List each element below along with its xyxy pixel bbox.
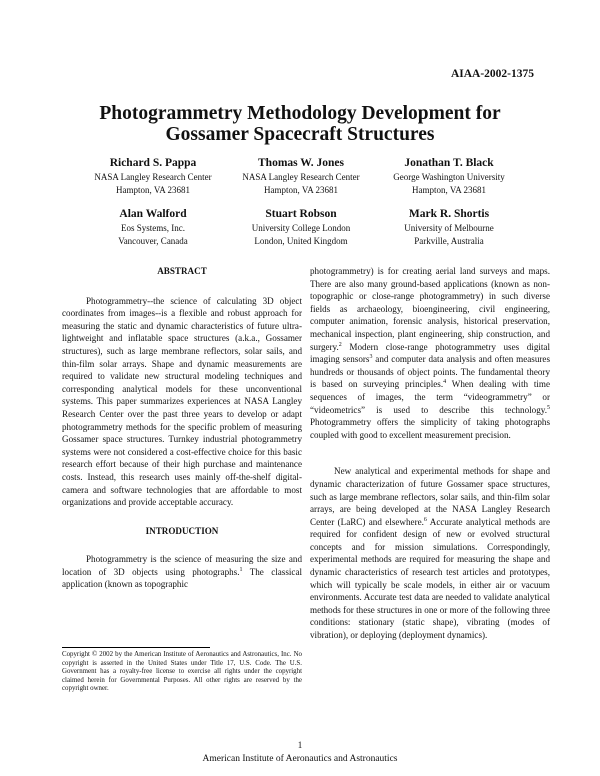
paper-title: [0, 103, 600, 145]
author-name: Alan Walford: [119, 208, 187, 220]
intro-paragraph-1: Photogrammetry is the science of measuring the size and location of 3D objects using photographs.$^1$ The classical application (known as topographic: [62, 554, 303, 590]
reference-marker: 4: [443, 379, 447, 386]
author-location: Hampton, VA 23681: [264, 185, 338, 195]
reference-marker: 6: [423, 516, 427, 523]
abstract-heading: ABSTRACT: [157, 266, 207, 276]
author-name: Jonathan T. Black: [404, 157, 494, 169]
author-affiliation: George Washington University: [393, 172, 505, 182]
author-name: Stuart Robson: [265, 208, 337, 220]
author-name: Richard S. Pappa: [109, 157, 197, 169]
author-location: Parkville, Australia: [414, 236, 484, 246]
reference-marker: 3: [369, 354, 373, 361]
author-location: Hampton, VA 23681: [116, 185, 190, 195]
reference-marker: 1: [239, 566, 243, 573]
author-affiliation: Eos Systems, Inc.: [121, 223, 185, 233]
intro-paragraph-2: New analytical and experimental methods for shape and dynamic characterization of future Gossamer space structures, such as large membrane reflectors, solar sails, and thin-film solar arrays, are being developed at the NASA Langley Research Center (LaRC) and elsewhere.$^6$ Accurate analytical methods are required for confident design of new or evolved structural concepts and for mission simulations. Correspondingly, experimental methods are required for measuring the shape and dynamic characteristics of research test articles and prototypes, which will typically be scale models, in either air or vacuum environments. Accurate test data are needed to validate analytical methods for these structures in one or more of the following three conditions: stationary (static shape), vibrating (modes of vibration), or deploying (deployment dynamics).: [310, 466, 550, 641]
abstract-text: Photogrammetry--the science of calculating 3D object coordinates from images--is a flexible and robust approach for measuring the static and dynamic characteristics of future ultra-lightweight and inflatable space structures (a.k.a., Gossamer structures), such as large membrane reflectors, solar sails, and thin-film solar arrays. Shape and dynamic measurements are required to validate new structural modeling techniques and corresponding analytical models for these unconventional systems. This paper summarizes experiences at NASA Langley Research Center over the past three years to develop or adapt photogrammetry methods for the specific problem of measuring Gossamer space structures. Turnkey industrial photogrammetry systems were not considered a cost-effective choice for this basic research effort because of their high purchase and maintenance costs. Instead, this research uses mainly off-the-shelf digital-camera and software technologies that are affordable to most organizations and provide acceptable accuracy.: [62, 295, 302, 508]
left-column: [62, 265, 302, 591]
report-id: AIAA-2002-1375: [450, 68, 534, 80]
author-affiliation: NASA Langley Research Center: [94, 172, 212, 182]
author-location: Hampton, VA 23681: [412, 185, 486, 195]
reference-marker: 2: [338, 341, 342, 348]
page-footer: American Institute of Aeronautics and Astronautics: [202, 754, 398, 764]
author-name: Thomas W. Jones: [258, 157, 344, 169]
author-affiliation: University College London: [251, 223, 351, 233]
author-affiliation: NASA Langley Research Center: [242, 172, 360, 182]
right-column: [310, 265, 550, 642]
title-line-1: Photogrammetry Methodology Development for: [99, 103, 501, 124]
author-name: Mark R. Shortis: [408, 208, 490, 220]
footnote-rule: [62, 647, 210, 648]
reference-marker: 5: [547, 404, 550, 411]
page-number: 1: [297, 740, 303, 750]
author-block: [354, 207, 544, 248]
author-affiliation: University of Melbourne: [404, 223, 494, 233]
author-block: [354, 156, 544, 197]
copyright-footnote: Copyright © 2002 by the American Institute of Aeronautics and Astronautics, Inc. No copyright is asserted in the United States under Title 17, U.S. Code. The U.S. Government has a royalty-free license to exercise all rights under the copyright claimed herein for Governmental Purposes. All other rights are reserved by the copyright owner.: [62, 651, 302, 693]
author-location: London, United Kingdom: [254, 236, 348, 246]
author-location: Vancouver, Canada: [118, 236, 188, 246]
introduction-heading: INTRODUCTION: [145, 525, 219, 536]
intro-paragraph-1-continued: photogrammetry) is for creating aerial land surveys and maps. There are also many ground-based applications (known as non-topographic or close-range photogrammetry) in such diverse fields as archaeology, bioengineering, civil engineering, computer animation, forensic analysis, historical preservation, mechanical inspection, plant engineering, ship construction, and surgery.$^2$ Modern close-range photogrammetry uses digital imaging sensors$^3$ and computer data analysis and often measures hundreds or thousands of object points. The fundamental theory is based on surveying principles.$^4$ When dealing with time sequences of images, the term “videogrammetry” or “videometrics” is used to describe this technology.$^5$ Photogrammetry offers the simplicity of taking photographs coupled with good to excellent measurement precision.: [310, 266, 550, 440]
title-line-2: Gossamer Spacecraft Structures: [165, 124, 435, 145]
